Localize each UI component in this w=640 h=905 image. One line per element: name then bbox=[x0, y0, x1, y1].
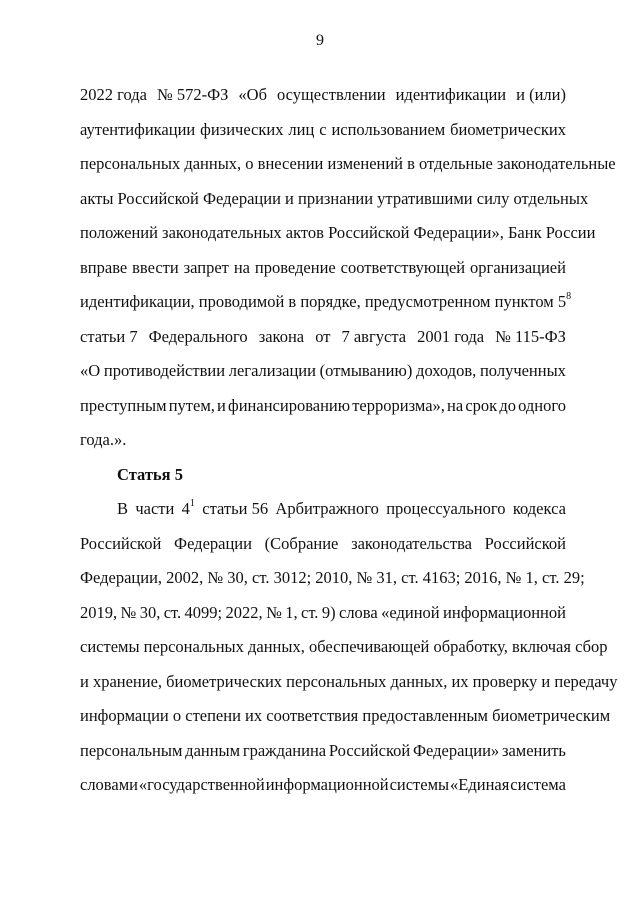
word: «единой bbox=[381, 603, 440, 622]
word: Федерации» bbox=[412, 741, 500, 760]
text-line: акты Российской Федерации и признании утратившими силу отдельных bbox=[80, 189, 589, 208]
word: кодекса bbox=[512, 499, 566, 518]
text-line bbox=[80, 603, 566, 623]
line-text: идентификации, проводимой в порядке, предусмотренном пунктом 5 bbox=[80, 292, 567, 311]
text-line bbox=[80, 290, 572, 312]
word: финансированию bbox=[228, 396, 351, 415]
word: физических bbox=[200, 120, 284, 139]
word: терроризма», bbox=[352, 396, 445, 415]
text-line bbox=[80, 396, 566, 416]
word: 9) bbox=[321, 603, 336, 622]
word: статьи 7 bbox=[80, 327, 138, 346]
word: доходов, bbox=[416, 361, 477, 380]
word: Федерации bbox=[174, 534, 252, 553]
word: аутентификации bbox=[80, 120, 196, 139]
word: противодействии bbox=[103, 361, 226, 380]
superscript: 8 bbox=[566, 290, 572, 302]
word: 2022, bbox=[225, 603, 263, 622]
word: заменить bbox=[501, 741, 566, 760]
word: Российской bbox=[80, 534, 162, 553]
word: «О bbox=[80, 361, 101, 380]
word: система bbox=[510, 775, 566, 794]
word: запрет bbox=[183, 258, 229, 277]
word: статьи 56 bbox=[202, 499, 269, 518]
word: системы bbox=[389, 775, 450, 794]
word: части bbox=[135, 499, 175, 518]
text-line bbox=[80, 534, 566, 554]
text-line: положений законодательных актов Российской Федерации», Банк России bbox=[80, 223, 596, 242]
word: 2001 года bbox=[417, 327, 485, 346]
word: «Об bbox=[238, 85, 267, 104]
word: легализации bbox=[228, 361, 316, 380]
word-number: 4 bbox=[181, 499, 190, 518]
word: Федерального bbox=[148, 327, 248, 346]
word: персональным bbox=[80, 741, 183, 760]
word: организацией bbox=[470, 258, 566, 277]
word: данным bbox=[185, 741, 241, 760]
word: с bbox=[319, 120, 327, 139]
text-line: персональных данных, о внесении изменений в отдельные законодательные bbox=[80, 154, 616, 173]
article-heading: Статья 5 bbox=[117, 465, 183, 484]
word: срок bbox=[465, 396, 498, 415]
word: «Единая bbox=[450, 775, 510, 794]
word: ст. bbox=[163, 603, 182, 622]
word: 4099; bbox=[184, 603, 223, 622]
word: соответствующей bbox=[340, 258, 466, 277]
word: полученных bbox=[479, 361, 566, 380]
word: использованием bbox=[331, 120, 446, 139]
word: идентификации bbox=[395, 85, 507, 104]
word: (отмыванию) bbox=[319, 361, 413, 380]
superscript: 1 bbox=[189, 497, 195, 509]
word: ввести bbox=[132, 258, 179, 277]
text-line: информации о степени их соответствия предоставленным биометрическим bbox=[80, 706, 611, 725]
word: ст. bbox=[301, 603, 319, 622]
text-line: и хранение, биометрических персональных данных, их проверку и передачу bbox=[80, 672, 618, 691]
word: Российской bbox=[484, 534, 566, 553]
word: лиц bbox=[288, 120, 315, 139]
word: № 572-ФЗ bbox=[156, 85, 229, 104]
word: Российской bbox=[328, 741, 411, 760]
word: 2022 года bbox=[80, 85, 147, 104]
word: «государственной bbox=[138, 775, 265, 794]
text-line bbox=[80, 775, 566, 795]
word: В bbox=[117, 499, 129, 518]
word: № bbox=[266, 603, 282, 622]
page-number: 9 bbox=[316, 32, 324, 49]
word: одного bbox=[518, 396, 566, 415]
word: от bbox=[315, 327, 331, 346]
word: № 115-ФЗ bbox=[495, 327, 566, 346]
word: закона bbox=[258, 327, 305, 346]
word: информационной bbox=[265, 775, 389, 794]
word: № bbox=[120, 603, 137, 622]
text-line bbox=[80, 361, 566, 381]
word: путем, bbox=[168, 396, 215, 415]
word: 7 августа bbox=[341, 327, 407, 346]
text-line bbox=[80, 85, 566, 105]
text-line bbox=[80, 120, 566, 140]
word: процессуального bbox=[386, 499, 506, 518]
word: и (или) bbox=[516, 85, 566, 104]
text-line: Федерации, 2002, № 30, ст. 3012; 2010, № 31, ст. 4163; 2016, № 1, ст. 29; bbox=[80, 568, 585, 587]
word: на bbox=[233, 258, 250, 277]
word: на bbox=[447, 396, 464, 415]
text-line: системы персональных данных, обеспечивающей обработку, включая сбор bbox=[80, 637, 608, 656]
word: вправе bbox=[80, 258, 128, 277]
word: до bbox=[499, 396, 516, 415]
text-line: года.». bbox=[80, 430, 127, 449]
word bbox=[182, 499, 195, 519]
word: осуществлении bbox=[276, 85, 386, 104]
word: биометрических bbox=[450, 120, 566, 139]
word: (Собрание bbox=[264, 534, 339, 553]
word: проведение bbox=[254, 258, 336, 277]
word: словами bbox=[80, 775, 138, 794]
word: 2019, bbox=[80, 603, 118, 622]
word: преступным bbox=[80, 396, 167, 415]
word: слова bbox=[339, 603, 378, 622]
text-line bbox=[80, 258, 566, 278]
text-line bbox=[80, 741, 566, 761]
word: и bbox=[217, 396, 226, 415]
word: 1, bbox=[285, 603, 298, 622]
word: законодательства bbox=[351, 534, 472, 553]
word: Арбитражного bbox=[275, 499, 379, 518]
word: гражданина bbox=[242, 741, 327, 760]
text-line bbox=[80, 327, 566, 347]
word: информационной bbox=[443, 603, 566, 622]
word: 30, bbox=[139, 603, 161, 622]
text-line bbox=[117, 499, 566, 519]
